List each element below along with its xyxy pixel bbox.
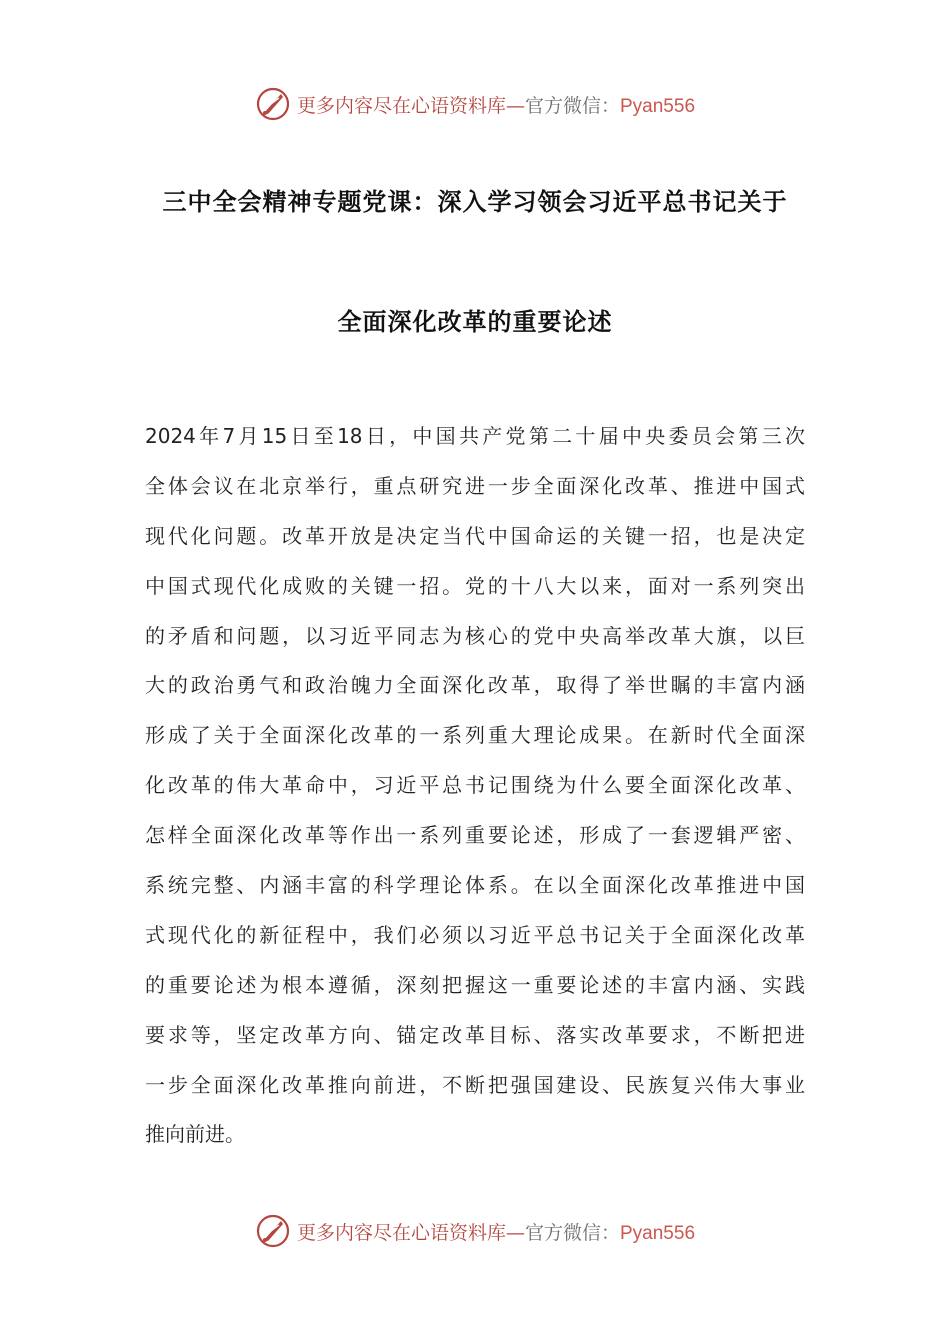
quill-logo-icon <box>255 1213 291 1249</box>
watermark-id: Pyan556 <box>620 1222 696 1244</box>
watermark-main: 更多内容尽在心语资料库 <box>296 94 506 117</box>
document-body <box>145 412 805 1160</box>
watermark-main: 更多内容尽在心语资料库 <box>296 1221 506 1244</box>
header-watermark <box>0 84 950 124</box>
body-line: 一步全面深化改革推向前进，不断把强国建设、民族复兴伟大事业 <box>145 1072 805 1097</box>
body-line: 中国式现代化成败的关键一招。党的十八大以来，面对一系列突出 <box>145 573 805 598</box>
body-line: 形成了关于全面深化改革的一系列重大理论成果。在新时代全面深 <box>145 723 805 748</box>
body-line: 怎样全面深化改革等作出一系列重要论述，形成了一套逻辑严密、 <box>145 823 805 848</box>
body-line: 推向前进。 <box>145 1122 245 1147</box>
document-title-line-2: 全面深化改革的重要论述 <box>337 308 613 336</box>
body-line: 2024年7月15日至18日，中国共产党第二十届中央委员会第三次 <box>145 424 805 448</box>
body-line: 大的政治勇气和政治魄力全面深化改革，取得了举世瞩的丰富内涵 <box>145 673 805 698</box>
watermark-dash: — <box>505 1221 525 1244</box>
watermark-official: 官方微信： <box>524 94 620 117</box>
watermark-official: 官方微信： <box>524 1221 620 1244</box>
body-line: 的矛盾和问题，以习近平同志为核心的党中央高举改革大旗，以巨 <box>145 623 805 648</box>
watermark-dash: — <box>505 94 525 117</box>
body-line: 的重要论述为根本遵循，深刻把握这一重要论述的丰富内涵、实践 <box>145 972 805 997</box>
body-line: 要求等，坚定改革方向、锚定改革目标、落实改革要求，不断把进 <box>145 1022 805 1047</box>
quill-logo-icon <box>255 86 291 122</box>
watermark-text <box>297 91 695 118</box>
body-line: 式现代化的新征程中，我们必须以习近平总书记关于全面深化改革 <box>145 922 805 947</box>
body-line: 系统完整、内涵丰富的科学理论体系。在以全面深化改革推进中国 <box>145 873 805 898</box>
watermark-text <box>297 1218 695 1245</box>
watermark-id: Pyan556 <box>620 95 696 117</box>
body-line: 现代化问题。改革开放是决定当代中国命运的关键一招，也是决定 <box>145 523 805 548</box>
body-line: 化改革的伟大革命中，习近平总书记围绕为什么要全面深化改革、 <box>145 773 805 798</box>
document-title-line-1: 三中全会精神专题党课：深入学习领会习近平总书记关于 <box>162 188 788 216</box>
body-line: 全体会议在北京举行，重点研究进一步全面深化改革、推进中国式 <box>145 473 805 498</box>
footer-watermark <box>0 1211 950 1251</box>
